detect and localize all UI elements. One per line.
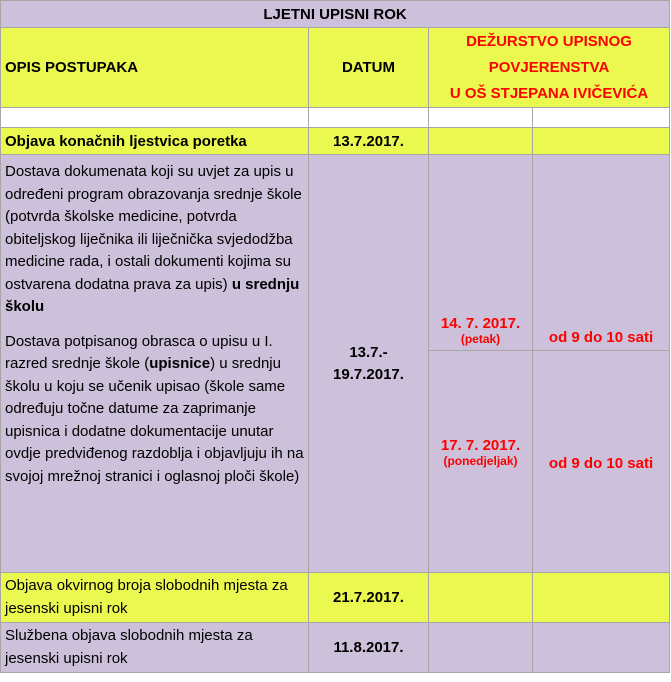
empty-cell — [429, 128, 533, 155]
table-row — [1, 623, 670, 673]
spacer-cell — [1, 108, 309, 128]
spacer-cell — [429, 108, 533, 128]
duty-date-2: 17. 7. 2017. (ponedjeljak) — [429, 351, 533, 573]
empty-cell — [429, 623, 533, 673]
table-title: LJETNI UPISNI ROK — [1, 1, 670, 28]
documents-paragraph: Dostava dokumenata koji su uvjet za upis u određeni program obrazovanja srednje škole (potvrda školske medicine, potvrda obiteljskog liječnika ili liječnička svjedodžba medicine rada, i ostali dokumenti kojima su ostvarena dodatna prava za upis) u srednju školu — [5, 163, 302, 315]
header-duty-line2: POVJERENSTVA — [488, 58, 610, 76]
header-duty-line1: DEŽURSTVO UPISNOG — [466, 32, 632, 50]
duty-time-2: od 9 do 10 sati — [533, 351, 670, 573]
row-free-places-desc: Objava okvirnog broja slobodnih mjesta za jesenski upisni rok — [1, 573, 309, 623]
table-row — [1, 155, 670, 351]
empty-cell — [533, 623, 670, 673]
spacer-cell — [309, 108, 429, 128]
row-free-places-date: 21.7.2017. — [309, 573, 429, 623]
header-procedure: OPIS POSTUPAKA — [1, 28, 309, 108]
duty-time-1: od 9 do 10 sati — [533, 155, 670, 351]
row-final-rankings-desc: Objava konačnih ljestvica poretka — [1, 128, 309, 155]
header-duty-line3: U OŠ STJEPANA IVIČEVIĆA — [449, 84, 649, 102]
header-duty — [429, 28, 670, 108]
duty-date-1: 14. 7. 2017. (petak) — [429, 155, 533, 351]
spacer-cell — [533, 108, 670, 128]
empty-cell — [533, 573, 670, 623]
row-documents-desc — [1, 155, 309, 573]
empty-cell — [429, 573, 533, 623]
row-final-rankings-date: 13.7.2017. — [309, 128, 429, 155]
table-row — [1, 128, 670, 155]
row-documents-date: 13.7.- 19.7.2017. — [309, 155, 429, 573]
row-official-announcement-date: 11.8.2017. — [309, 623, 429, 673]
empty-cell — [533, 128, 670, 155]
header-date: DATUM — [309, 28, 429, 108]
row-official-announcement-desc: Službena objava slobodnih mjesta za jesenski upisni rok — [1, 623, 309, 673]
enrollment-form-paragraph: Dostava potpisanog obrasca o upisu u I. razred srednje škole (upisnice) u srednju školu u koju se učenik upisao (škole same određuju točne datume za zaprimanje upisnica i dodatne dokumentacije unutar ovdje predviđenog razdoblja i objavljuju ih na svojoj mrežnoj stranici i oglasnoj ploči škole) — [5, 332, 304, 485]
table-row — [1, 573, 670, 623]
